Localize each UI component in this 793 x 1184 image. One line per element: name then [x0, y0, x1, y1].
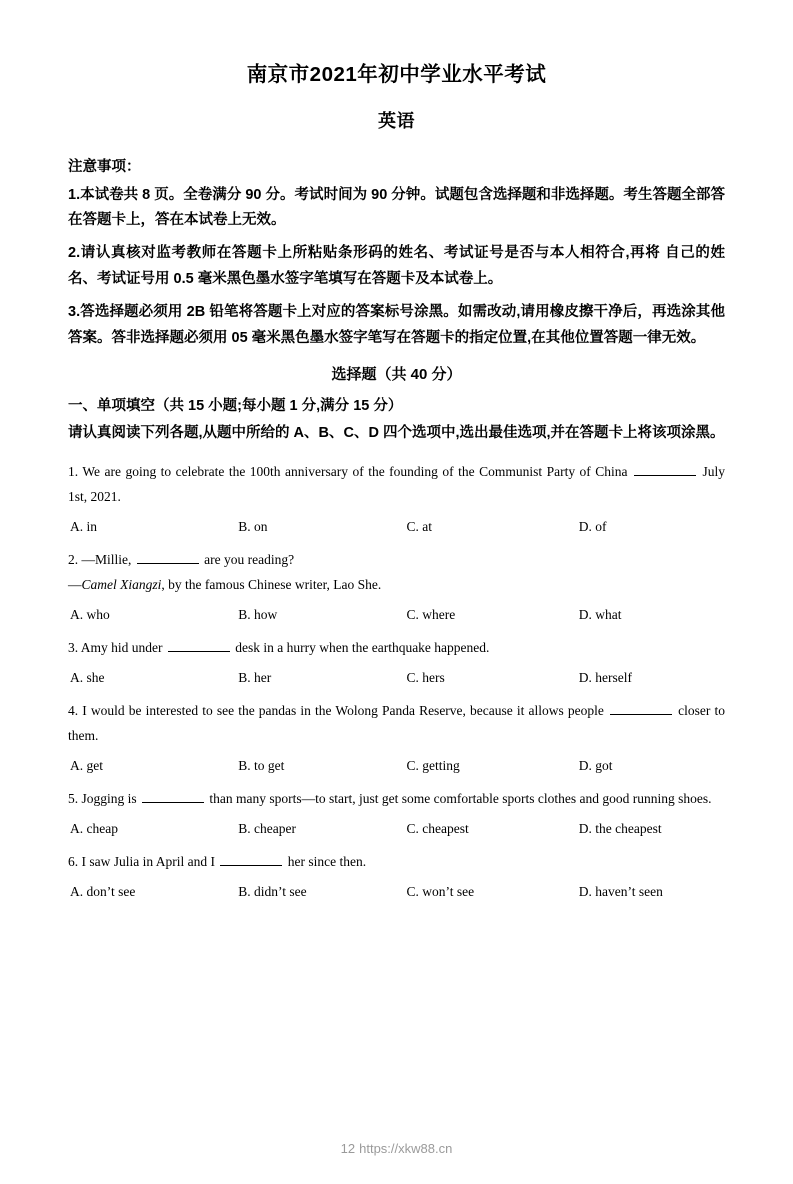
- option-b[interactable]: B. to get: [238, 758, 285, 773]
- option-a[interactable]: A. don’t see: [70, 883, 136, 899]
- option-d[interactable]: D. what: [578, 607, 622, 623]
- answer-blank: [634, 464, 696, 476]
- option-c[interactable]: C. getting: [406, 758, 460, 773]
- question-2-options: [68, 607, 725, 623]
- question-2-book-title: Camel Xiangzi: [81, 577, 162, 593]
- question-5-options: [68, 821, 725, 837]
- question-4: [68, 699, 725, 774]
- option-b[interactable]: B. how: [238, 607, 278, 623]
- question-2-line2-pre: —: [68, 577, 82, 593]
- answer-blank: [610, 703, 672, 715]
- page-number: 12: [340, 1141, 356, 1156]
- question-2-line2-post: , by the famous Chinese writer, Lao She.: [161, 577, 382, 593]
- option-c[interactable]: C. at: [406, 519, 432, 535]
- question-3-stem: [68, 636, 725, 661]
- answer-blank: [137, 552, 199, 564]
- question-6: [68, 850, 725, 900]
- question-4-stem: [68, 699, 725, 749]
- question-1: [68, 460, 725, 535]
- answer-blank: [168, 640, 230, 652]
- notice-item-1: 1.本试卷共 8 页。全卷满分 90 分。考试时间为 90 分钟。试题包含选择题和非选择题。考生答题全部答在答题卡上，答在本试卷上无效。: [68, 186, 725, 229]
- option-c[interactable]: C. won’t see: [406, 883, 475, 899]
- watermark-text: https://xkw88.cn: [359, 1141, 453, 1156]
- page-footer: [0, 1141, 793, 1156]
- option-c[interactable]: C. where: [406, 607, 456, 623]
- section-title: 选择题（共 40 分）: [331, 366, 462, 384]
- option-d[interactable]: D. got: [578, 758, 613, 773]
- option-a[interactable]: A. cheap: [70, 820, 118, 836]
- question-3-stem-post: desk in a hurry when the earthquake happened.: [235, 640, 490, 656]
- part-one-heading: 一、单项填空（共 15 小题;每小题 1 分,满分 15 分）: [68, 398, 403, 415]
- option-a[interactable]: A. get: [70, 758, 103, 773]
- option-c[interactable]: C. cheapest: [406, 820, 469, 836]
- option-d[interactable]: D. of: [578, 519, 607, 535]
- notice-heading: 注意事项：: [68, 158, 141, 175]
- question-3-stem-pre: 3. Amy hid under: [68, 640, 163, 656]
- option-d[interactable]: D. the cheapest: [578, 820, 662, 836]
- question-3: [68, 636, 725, 686]
- question-5-stem-pre: 5. Jogging is: [68, 791, 137, 806]
- answer-blank: [220, 854, 282, 866]
- question-5-stem: [68, 787, 725, 812]
- question-4-options: [68, 758, 725, 774]
- notice-item-2: 2.请认真核对监考教师在答题卡上所粘贴条形码的姓名、考试证号是否与本人相符合,再将 自己的姓名、考试证号用 0.5 毫米黑色墨水签字笔填写在答题卡及本试卷上。: [68, 245, 725, 288]
- option-a[interactable]: A. who: [70, 607, 110, 623]
- question-2-stem-post: are you reading?: [204, 552, 295, 568]
- question-2: [68, 548, 725, 623]
- option-b[interactable]: B. on: [238, 519, 268, 535]
- question-1-stem-pre: 1. We are going to celebrate the 100th anniversary of the founding of the Communist Party of China: [68, 464, 628, 480]
- subject-title: 英语: [378, 110, 415, 131]
- question-6-stem-post: her since then.: [287, 853, 367, 869]
- question-5-stem-post: than many sports—to start, just get some comfortable sports clothes and good running shoes.: [209, 791, 712, 806]
- option-b[interactable]: B. didn’t see: [238, 883, 307, 899]
- question-2-stem-pre: 2. —Millie,: [68, 552, 132, 568]
- option-d[interactable]: D. haven’t seen: [578, 883, 663, 899]
- question-6-options: [68, 884, 725, 900]
- page-title: 南京市2021年初中学业水平考试: [246, 63, 547, 86]
- question-4-stem-pre: 4. I would be interested to see the pandas in the Wolong Panda Reserve, because it allows people: [68, 703, 604, 719]
- question-1-stem-post: July 1st, 2021.: [68, 464, 726, 505]
- question-1-options: [68, 519, 725, 535]
- answer-blank: [142, 791, 204, 803]
- part-one-instruction: 请认真阅读下列各题,从题中所给的 A、B、C、D 四个选项中,选出最佳选项,并在答题卡上将该项涂黑。: [68, 425, 725, 442]
- question-6-stem-pre: 6. I saw Julia in April and I: [68, 853, 215, 869]
- question-2-stem-line2: [68, 573, 725, 598]
- question-4-stem-post: closer to them.: [68, 703, 725, 744]
- option-a[interactable]: A. in: [70, 519, 97, 535]
- exam-page: [0, 62, 793, 1184]
- option-c[interactable]: C. hers: [406, 670, 445, 686]
- option-a[interactable]: A. she: [70, 670, 105, 686]
- question-5: [68, 787, 725, 837]
- question-6-stem: [68, 850, 725, 875]
- question-3-options: [68, 670, 725, 686]
- question-2-stem: [68, 548, 725, 573]
- option-d[interactable]: D. herself: [578, 670, 632, 686]
- question-1-stem: [68, 460, 725, 510]
- option-b[interactable]: B. her: [238, 670, 272, 686]
- notice-item-3: 3.答选择题必须用 2B 铅笔将答题卡上对应的答案标号涂黑。如需改动,请用橡皮擦干净后，再选涂其他答案。答非选择题必须用 05 毫米黑色墨水签字笔写在答题卡的指定位置,在其他位置答题一律无效。: [68, 303, 725, 346]
- option-b[interactable]: B. cheaper: [238, 820, 296, 836]
